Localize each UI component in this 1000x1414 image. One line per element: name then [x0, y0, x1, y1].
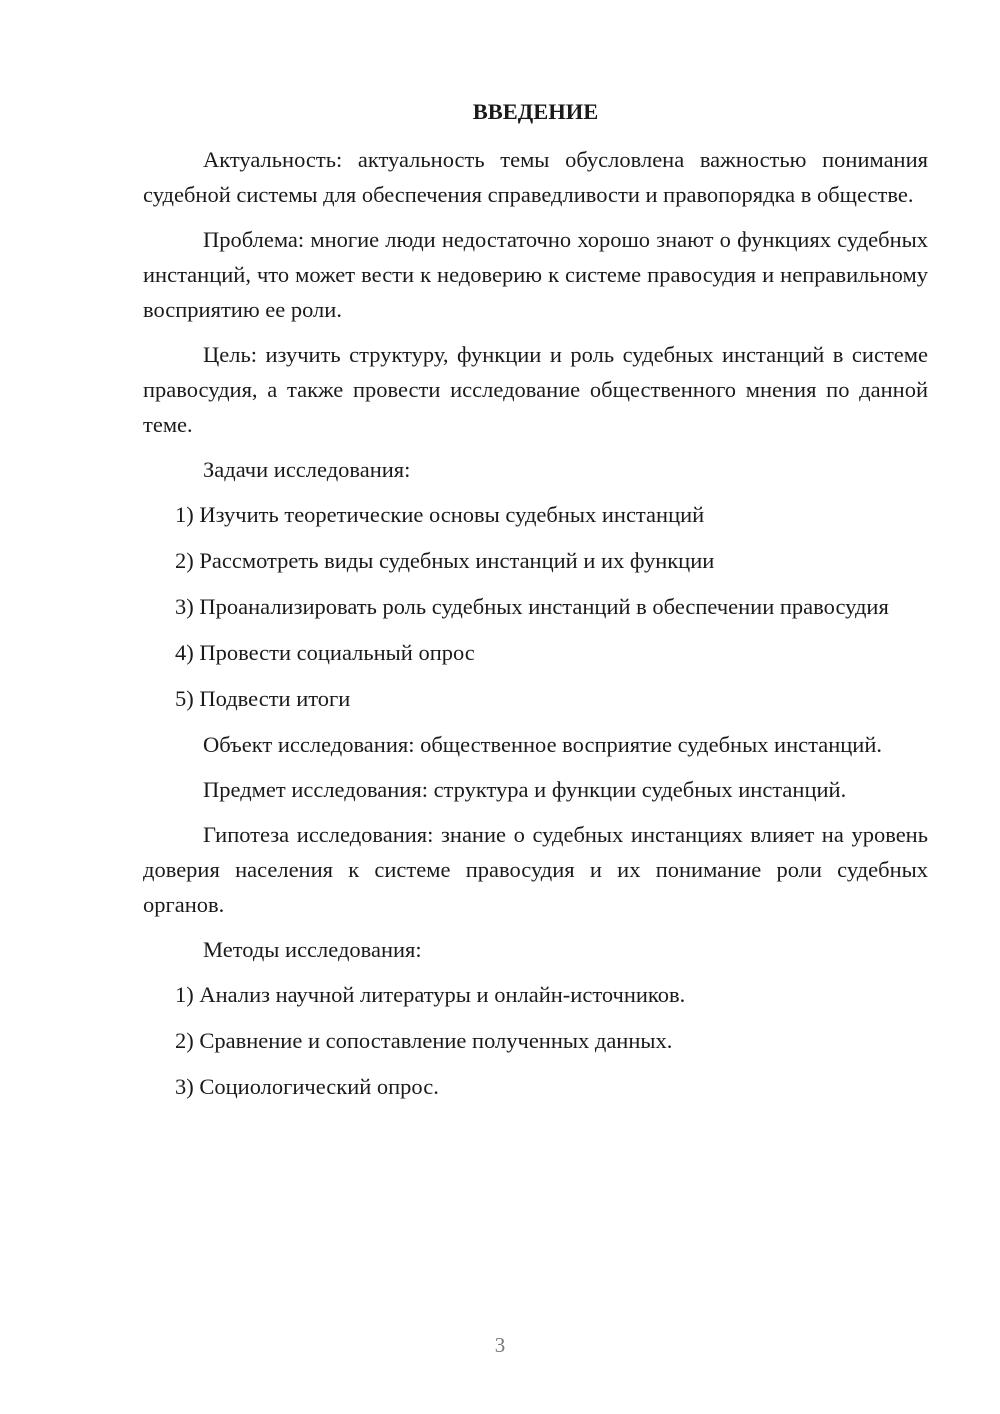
hypothesis-paragraph: Гипотеза исследования: знание о судебных инстанциях влияет на уровень доверия населения к системе правосудия и их понимание роли судебных органов.: [143, 822, 928, 917]
section-title: ВВЕДЕНИЕ: [472, 99, 599, 124]
task-item: 2) Рассмотреть виды судебных инстанций и их функции: [175, 548, 715, 573]
task-item: 1) Изучить теоретические основы судебных инстанций: [175, 502, 705, 527]
page-number: 3: [494, 1333, 506, 1357]
tasks-heading: Задачи исследования:: [203, 457, 411, 482]
relevance-paragraph: Актуальность: актуальность темы обусловлена важностью понимания судебной системы для обеспечения справедливости и правопорядка в обществе.: [143, 147, 928, 207]
methods-heading: Методы исследования:: [203, 937, 422, 962]
problem-paragraph: Проблема: многие люди недостаточно хорошо знают о функциях судебных инстанций, что может вести к недоверию к системе правосудия и неправильному восприятию ее роли.: [143, 227, 928, 322]
task-item: 5) Подвести итоги: [175, 686, 351, 711]
method-item: 2) Сравнение и сопоставление полученных данных.: [175, 1028, 673, 1053]
task-item: 3) Проанализировать роль судебных инстанций в обеспечении правосудия: [175, 594, 889, 619]
task-item: 4) Провести социальный опрос: [175, 640, 475, 665]
document-body: [143, 94, 928, 1115]
goal-paragraph: Цель: изучить структуру, функции и роль судебных инстанций в системе правосудия, а также провести исследование общественного мнения по данной теме.: [143, 342, 928, 437]
object-paragraph: Объект исследования: общественное восприятие судебных инстанций.: [203, 732, 883, 757]
subject-paragraph: Предмет исследования: структура и функции судебных инстанций.: [203, 777, 847, 802]
method-item: 3) Социологический опрос.: [175, 1074, 439, 1099]
method-item: 1) Анализ научной литературы и онлайн-источников.: [175, 982, 686, 1007]
